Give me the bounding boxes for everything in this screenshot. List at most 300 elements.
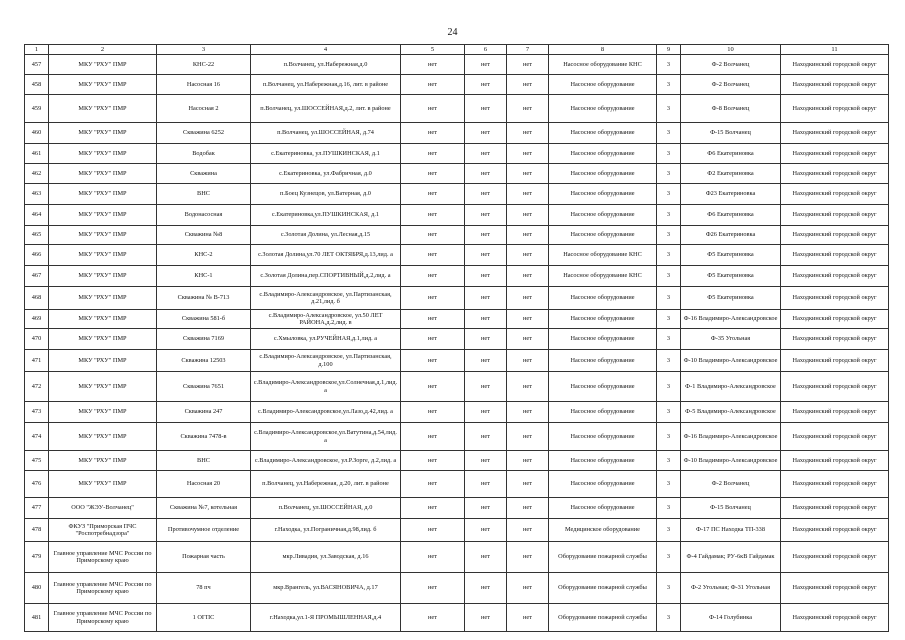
feeder-cell: Ф5 Екатериновка	[681, 287, 781, 310]
row-number-cell: 458	[25, 75, 49, 95]
col-7-cell: нет	[507, 184, 549, 205]
table-row	[25, 75, 889, 95]
object-name-cell: Скважина №8	[157, 226, 251, 245]
feeder-cell: Ф-14 Голубинка	[681, 604, 781, 632]
col-5-cell: нет	[401, 184, 465, 205]
col-6-cell: нет	[465, 287, 507, 310]
feeder-cell: Ф-2 Волчанец	[681, 75, 781, 95]
object-name-cell: Скважина 7169	[157, 329, 251, 350]
feeder-cell: Ф-4 Гайдамак; РУ-6кВ Гайдамак	[681, 542, 781, 573]
equipment-type-cell: Насосное оборудование	[549, 226, 657, 245]
organization-cell: МКУ "РХУ" ПМР	[49, 310, 157, 329]
category-cell: 3	[657, 372, 681, 402]
feeder-cell: Ф-10 Владимиро-Александровское	[681, 350, 781, 372]
feeder-cell: Ф-1 Владимиро-Александровское	[681, 372, 781, 402]
col-6-cell: нет	[465, 542, 507, 573]
feeder-cell: Ф-2 Волчанец	[681, 55, 781, 75]
municipality-cell: Находкинский городской округ	[781, 144, 889, 164]
equipment-type-cell: Насосное оборудование	[549, 75, 657, 95]
organization-cell: МКУ "РХУ" ПМР	[49, 144, 157, 164]
col-6-cell: нет	[465, 402, 507, 423]
header-cell: 1	[25, 45, 49, 55]
row-number-cell: 474	[25, 423, 49, 451]
category-cell: 3	[657, 519, 681, 542]
table-row	[25, 519, 889, 542]
organization-cell: МКУ "РХУ" ПМР	[49, 329, 157, 350]
category-cell: 3	[657, 226, 681, 245]
municipality-cell: Находкинский городской округ	[781, 310, 889, 329]
object-name-cell: Скважина	[157, 164, 251, 184]
category-cell: 3	[657, 310, 681, 329]
header-row	[25, 45, 889, 55]
category-cell: 3	[657, 123, 681, 144]
object-name-cell: Противочумное отделение	[157, 519, 251, 542]
feeder-cell: Ф-8 Волчанец	[681, 95, 781, 123]
address-cell: с.Екатериновка, ул.ПУШКИНСКАЯ, д.1	[251, 144, 401, 164]
feeder-cell: Ф-5 Владимиро-Александровское	[681, 402, 781, 423]
category-cell: 3	[657, 604, 681, 632]
object-name-cell: Насосная 16	[157, 75, 251, 95]
municipality-cell: Находкинский городской округ	[781, 402, 889, 423]
municipality-cell: Находкинский городской округ	[781, 372, 889, 402]
address-cell: п.Волчанец, ул.ШОССЕЙНАЯ,д.2, лит. в районе	[251, 95, 401, 123]
equipment-type-cell: Насосное оборудование	[549, 184, 657, 205]
municipality-cell: Находкинский городской округ	[781, 245, 889, 266]
equipment-type-cell: Насосное оборудование	[549, 471, 657, 498]
col-7-cell: нет	[507, 451, 549, 471]
col-5-cell: нет	[401, 519, 465, 542]
col-6-cell: нет	[465, 498, 507, 519]
feeder-cell: Ф5 Екатериновка	[681, 245, 781, 266]
object-name-cell: КНС-1	[157, 266, 251, 287]
equipment-type-cell: Насосное оборудование	[549, 498, 657, 519]
table-row	[25, 184, 889, 205]
category-cell: 3	[657, 451, 681, 471]
object-name-cell: Водонасосная	[157, 205, 251, 226]
category-cell: 3	[657, 164, 681, 184]
table-row	[25, 95, 889, 123]
equipment-type-cell: Оборудование пожарной службы	[549, 573, 657, 604]
address-cell: п.Волчанец, ул.ШОССЕЙНАЯ, д.0	[251, 498, 401, 519]
equipment-type-cell: Оборудование пожарной службы	[549, 604, 657, 632]
col-6-cell: нет	[465, 519, 507, 542]
table-row	[25, 372, 889, 402]
organization-cell: МКУ "РХУ" ПМР	[49, 287, 157, 310]
col-6-cell: нет	[465, 184, 507, 205]
object-name-cell: Насосная 20	[157, 471, 251, 498]
feeder-cell: Ф-16 Владимиро-Александровское	[681, 310, 781, 329]
equipment-type-cell: Насосное оборудование КНС	[549, 245, 657, 266]
table-row	[25, 498, 889, 519]
feeder-cell: Ф26 Екатериновка	[681, 226, 781, 245]
col-6-cell: нет	[465, 573, 507, 604]
category-cell: 3	[657, 266, 681, 287]
col-5-cell: нет	[401, 310, 465, 329]
col-6-cell: нет	[465, 310, 507, 329]
object-name-cell: Пожарная часть	[157, 542, 251, 573]
col-7-cell: нет	[507, 350, 549, 372]
col-7-cell: нет	[507, 542, 549, 573]
address-cell: п.Волчанец, ул.ШОССЕЙНАЯ, д.74	[251, 123, 401, 144]
col-5-cell: нет	[401, 542, 465, 573]
municipality-cell: Находкинский городской округ	[781, 423, 889, 451]
category-cell: 3	[657, 184, 681, 205]
object-name-cell: Скважина 581-б	[157, 310, 251, 329]
category-cell: 3	[657, 205, 681, 226]
municipality-cell: Находкинский городской округ	[781, 184, 889, 205]
row-number-cell: 463	[25, 184, 49, 205]
feeder-cell: Ф-2 Угольная; Ф-31 Угольная	[681, 573, 781, 604]
organization-cell: МКУ "РХУ" ПМР	[49, 471, 157, 498]
object-name-cell: 1 ОГПС	[157, 604, 251, 632]
feeder-cell: Ф5 Екатериновка	[681, 266, 781, 287]
feeder-cell: Ф-10 Владимиро-Александровское	[681, 451, 781, 471]
col-6-cell: нет	[465, 55, 507, 75]
col-6-cell: нет	[465, 451, 507, 471]
organization-cell: Главное управление МЧС России по Приморскому краю	[49, 573, 157, 604]
col-6-cell: нет	[465, 604, 507, 632]
organization-cell: ООО "ЖЭУ-Волчанец"	[49, 498, 157, 519]
feeder-cell: Ф-15 Волчанец	[681, 498, 781, 519]
object-name-cell: Скважина 6252	[157, 123, 251, 144]
col-7-cell: нет	[507, 205, 549, 226]
row-number-cell: 473	[25, 402, 49, 423]
equipment-type-cell: Насосное оборудование	[549, 144, 657, 164]
municipality-cell: Находкинский городской округ	[781, 75, 889, 95]
address-cell: с.Хмыловка, ул.РУЧЕЙНАЯ,д.1,лид. а	[251, 329, 401, 350]
col-7-cell: нет	[507, 423, 549, 451]
object-name-cell: Скважина 12503	[157, 350, 251, 372]
col-5-cell: нет	[401, 402, 465, 423]
category-cell: 3	[657, 471, 681, 498]
col-6-cell: нет	[465, 423, 507, 451]
col-7-cell: нет	[507, 287, 549, 310]
col-7-cell: нет	[507, 329, 549, 350]
col-7-cell: нет	[507, 604, 549, 632]
object-name-cell: Скважина 7651	[157, 372, 251, 402]
col-7-cell: нет	[507, 245, 549, 266]
row-number-cell: 468	[25, 287, 49, 310]
equipment-type-cell: Насосное оборудование	[549, 350, 657, 372]
col-7-cell: нет	[507, 266, 549, 287]
organization-cell: МКУ "РХУ" ПМР	[49, 95, 157, 123]
col-6-cell: нет	[465, 95, 507, 123]
row-number-cell: 472	[25, 372, 49, 402]
col-6-cell: нет	[465, 75, 507, 95]
organization-cell: МКУ "РХУ" ПМР	[49, 184, 157, 205]
table-row	[25, 205, 889, 226]
address-cell: с.Золотая Долина,пер.СПОРТИВНЫЙ,д.2,лид. а	[251, 266, 401, 287]
municipality-cell: Находкинский городской округ	[781, 519, 889, 542]
address-cell: г.Находка, ул.Пограничная,д.98,лид. б	[251, 519, 401, 542]
equipment-type-cell: Насосное оборудование	[549, 164, 657, 184]
col-5-cell: нет	[401, 573, 465, 604]
row-number-cell: 481	[25, 604, 49, 632]
row-number-cell: 457	[25, 55, 49, 75]
row-number-cell: 462	[25, 164, 49, 184]
row-number-cell: 476	[25, 471, 49, 498]
address-cell: п.Волчанец, ул.Набережная,д.16, лит. в районе	[251, 75, 401, 95]
organization-cell: МКУ "РХУ" ПМР	[49, 164, 157, 184]
organization-cell: МКУ "РХУ" ПМР	[49, 75, 157, 95]
col-5-cell: нет	[401, 164, 465, 184]
row-number-cell: 461	[25, 144, 49, 164]
address-cell: с.Владимиро-Александровское, ул.Р.Зорге, д.2,лид. а	[251, 451, 401, 471]
row-number-cell: 465	[25, 226, 49, 245]
municipality-cell: Находкинский городской округ	[781, 451, 889, 471]
address-cell: п.Волчанец, ул.Набережная,д.0	[251, 55, 401, 75]
table-row	[25, 573, 889, 604]
col-7-cell: нет	[507, 519, 549, 542]
col-6-cell: нет	[465, 123, 507, 144]
organization-cell: ФКУЗ "Приморская ПЧС "Роспотребнадзора"	[49, 519, 157, 542]
address-cell: с.Владимиро-Александровское, ул.Партизанская, д.100	[251, 350, 401, 372]
municipality-cell: Находкинский городской округ	[781, 287, 889, 310]
address-cell: с.Владимиро-Александровское, ул.50 ЛЕТ РАЙОНА,д.2,лид. в	[251, 310, 401, 329]
organization-cell: Главное управление МЧС России по Приморскому краю	[49, 542, 157, 573]
table-row	[25, 266, 889, 287]
col-7-cell: нет	[507, 471, 549, 498]
table-row	[25, 144, 889, 164]
row-number-cell: 480	[25, 573, 49, 604]
object-name-cell: Скважина 247	[157, 402, 251, 423]
category-cell: 3	[657, 75, 681, 95]
table-row	[25, 245, 889, 266]
table-row	[25, 226, 889, 245]
col-5-cell: нет	[401, 55, 465, 75]
col-6-cell: нет	[465, 372, 507, 402]
col-7-cell: нет	[507, 402, 549, 423]
category-cell: 3	[657, 144, 681, 164]
equipment-type-cell: Насосное оборудование	[549, 451, 657, 471]
address-cell: с.Золотая Долина, ул.Лесная,д.15	[251, 226, 401, 245]
organization-cell: МКУ "РХУ" ПМР	[49, 55, 157, 75]
object-name-cell: КНС-2	[157, 245, 251, 266]
category-cell: 3	[657, 573, 681, 604]
table-row	[25, 471, 889, 498]
category-cell: 3	[657, 245, 681, 266]
equipment-type-cell: Насосное оборудование	[549, 287, 657, 310]
header-cell: 4	[251, 45, 401, 55]
object-name-cell: КНС-22	[157, 55, 251, 75]
page-number: 24	[447, 27, 458, 38]
row-number-cell: 469	[25, 310, 49, 329]
address-cell: мкр.Врангель, ул.ВАСЯНОВИЧА, д.17	[251, 573, 401, 604]
address-cell: п.Боец Кузнецов, ул.Ватерная, д.0	[251, 184, 401, 205]
col-7-cell: нет	[507, 164, 549, 184]
municipality-cell: Находкинский городской округ	[781, 55, 889, 75]
col-5-cell: нет	[401, 423, 465, 451]
category-cell: 3	[657, 498, 681, 519]
row-number-cell: 459	[25, 95, 49, 123]
col-7-cell: нет	[507, 144, 549, 164]
feeder-cell: Ф2 Екатериновка	[681, 164, 781, 184]
col-5-cell: нет	[401, 75, 465, 95]
header-cell: 2	[49, 45, 157, 55]
category-cell: 3	[657, 350, 681, 372]
organization-cell: МКУ "РХУ" ПМР	[49, 245, 157, 266]
address-cell: с.Владимиро-Александровское, ул.Партизанская, д.21,лид. б	[251, 287, 401, 310]
col-7-cell: нет	[507, 498, 549, 519]
col-5-cell: нет	[401, 266, 465, 287]
address-cell: мкр.Ливадия, ул.Заводская, д.16	[251, 542, 401, 573]
category-cell: 3	[657, 329, 681, 350]
object-name-cell: 78 пч	[157, 573, 251, 604]
address-cell: г.Находка,ул.1-Я ПРОМЫШЛЕННАЯ,д.4	[251, 604, 401, 632]
feeder-cell: Ф23 Екатериновка	[681, 184, 781, 205]
col-7-cell: нет	[507, 226, 549, 245]
municipality-cell: Находкинский городской округ	[781, 123, 889, 144]
col-5-cell: нет	[401, 123, 465, 144]
equipment-type-cell: Насосное оборудование	[549, 402, 657, 423]
address-cell: с.Екатериновка,ул.ПУШКИНСКАЯ, д.1	[251, 205, 401, 226]
col-5-cell: нет	[401, 245, 465, 266]
object-name-cell: Скважина № В-713	[157, 287, 251, 310]
equipment-type-cell: Насосное оборудование	[549, 123, 657, 144]
col-6-cell: нет	[465, 205, 507, 226]
category-cell: 3	[657, 542, 681, 573]
feeder-cell: Ф-15 Волчанец	[681, 123, 781, 144]
row-number-cell: 479	[25, 542, 49, 573]
equipment-type-cell: Насосное оборудование	[549, 205, 657, 226]
col-7-cell: нет	[507, 75, 549, 95]
equipment-type-cell: Насосное оборудование КНС	[549, 266, 657, 287]
col-6-cell: нет	[465, 245, 507, 266]
row-number-cell: 470	[25, 329, 49, 350]
header-cell: 7	[507, 45, 549, 55]
col-7-cell: нет	[507, 55, 549, 75]
col-5-cell: нет	[401, 451, 465, 471]
feeder-cell: Ф6 Екатериновка	[681, 205, 781, 226]
equipment-type-cell: Оборудование пожарной службы	[549, 542, 657, 573]
col-5-cell: нет	[401, 372, 465, 402]
row-number-cell: 471	[25, 350, 49, 372]
col-7-cell: нет	[507, 95, 549, 123]
equipment-type-cell: Насосное оборудование	[549, 372, 657, 402]
object-name-cell: ВНС	[157, 184, 251, 205]
table-row	[25, 55, 889, 75]
header-cell: 3	[157, 45, 251, 55]
row-number-cell: 475	[25, 451, 49, 471]
header-cell: 8	[549, 45, 657, 55]
category-cell: 3	[657, 423, 681, 451]
equipment-table	[24, 44, 889, 632]
feeder-cell: Ф-35 Угольная	[681, 329, 781, 350]
organization-cell: МКУ "РХУ" ПМР	[49, 205, 157, 226]
feeder-cell: Ф-2 Волчанец	[681, 471, 781, 498]
col-5-cell: нет	[401, 471, 465, 498]
feeder-cell: Ф6 Екатериновка	[681, 144, 781, 164]
col-5-cell: нет	[401, 144, 465, 164]
organization-cell: Главное управление МЧС России по Приморскому краю	[49, 604, 157, 632]
table-row	[25, 310, 889, 329]
row-number-cell: 467	[25, 266, 49, 287]
address-cell: с.Золотая Долина,ул.70 ЛЕТ ОКТЯБРЯ,д.13,лид. а	[251, 245, 401, 266]
category-cell: 3	[657, 402, 681, 423]
col-6-cell: нет	[465, 350, 507, 372]
object-name-cell: Водобак	[157, 144, 251, 164]
col-5-cell: нет	[401, 205, 465, 226]
col-5-cell: нет	[401, 95, 465, 123]
address-cell: п.Волчанец, ул.Набережная, д.20, лит. в районе	[251, 471, 401, 498]
municipality-cell: Находкинский городской округ	[781, 164, 889, 184]
table-row	[25, 287, 889, 310]
col-5-cell: нет	[401, 287, 465, 310]
table-row	[25, 542, 889, 573]
category-cell: 3	[657, 287, 681, 310]
object-name-cell: Насосная 2	[157, 95, 251, 123]
municipality-cell: Находкинский городской округ	[781, 498, 889, 519]
address-cell: с.Владимиро-Александровское,ул.Лазо,д.42,лид. а	[251, 402, 401, 423]
feeder-cell: Ф-17 ПС Находка ТП-338	[681, 519, 781, 542]
address-cell: с.Владимиро-Александровское,ул.Солнечная,д.1,лид. а	[251, 372, 401, 402]
header-cell: 9	[657, 45, 681, 55]
col-5-cell: нет	[401, 226, 465, 245]
municipality-cell: Находкинский городской округ	[781, 604, 889, 632]
col-5-cell: нет	[401, 498, 465, 519]
table-row	[25, 604, 889, 632]
municipality-cell: Находкинский городской округ	[781, 95, 889, 123]
row-number-cell: 466	[25, 245, 49, 266]
header-cell: 11	[781, 45, 889, 55]
municipality-cell: Находкинский городской округ	[781, 542, 889, 573]
equipment-type-cell: Насосное оборудование КНС	[549, 55, 657, 75]
organization-cell: МКУ "РХУ" ПМР	[49, 266, 157, 287]
col-6-cell: нет	[465, 164, 507, 184]
equipment-type-cell: Насосное оборудование	[549, 423, 657, 451]
col-7-cell: нет	[507, 372, 549, 402]
object-name-cell: Скважина №7, котельная	[157, 498, 251, 519]
equipment-type-cell: Насосное оборудование	[549, 329, 657, 350]
table-row	[25, 164, 889, 184]
header-cell: 10	[681, 45, 781, 55]
col-6-cell: нет	[465, 471, 507, 498]
equipment-type-cell: Насосное оборудование	[549, 310, 657, 329]
object-name-cell: Скважина 7478-в	[157, 423, 251, 451]
table-row	[25, 451, 889, 471]
header-cell: 6	[465, 45, 507, 55]
equipment-type-cell: Насосное оборудование	[549, 95, 657, 123]
organization-cell: МКУ "РХУ" ПМР	[49, 423, 157, 451]
col-6-cell: нет	[465, 329, 507, 350]
col-6-cell: нет	[465, 144, 507, 164]
organization-cell: МКУ "РХУ" ПМР	[49, 123, 157, 144]
organization-cell: МКУ "РХУ" ПМР	[49, 402, 157, 423]
table-row	[25, 123, 889, 144]
equipment-type-cell: Медицинское оборудование	[549, 519, 657, 542]
municipality-cell: Находкинский городской округ	[781, 471, 889, 498]
row-number-cell: 478	[25, 519, 49, 542]
row-number-cell: 477	[25, 498, 49, 519]
organization-cell: МКУ "РХУ" ПМР	[49, 372, 157, 402]
row-number-cell: 460	[25, 123, 49, 144]
table-row	[25, 350, 889, 372]
feeder-cell: Ф-16 Владимиро-Александровское	[681, 423, 781, 451]
organization-cell: МКУ "РХУ" ПМР	[49, 350, 157, 372]
municipality-cell: Находкинский городской округ	[781, 573, 889, 604]
municipality-cell: Находкинский городской округ	[781, 350, 889, 372]
col-5-cell: нет	[401, 604, 465, 632]
category-cell: 3	[657, 55, 681, 75]
municipality-cell: Находкинский городской округ	[781, 226, 889, 245]
address-cell: с.Владимиро-Александровское,ул.Ватутина,д.54,лид. а	[251, 423, 401, 451]
municipality-cell: Находкинский городской округ	[781, 329, 889, 350]
municipality-cell: Находкинский городской округ	[781, 266, 889, 287]
object-name-cell: ВНС	[157, 451, 251, 471]
col-6-cell: нет	[465, 266, 507, 287]
table-row	[25, 423, 889, 451]
table-row	[25, 402, 889, 423]
